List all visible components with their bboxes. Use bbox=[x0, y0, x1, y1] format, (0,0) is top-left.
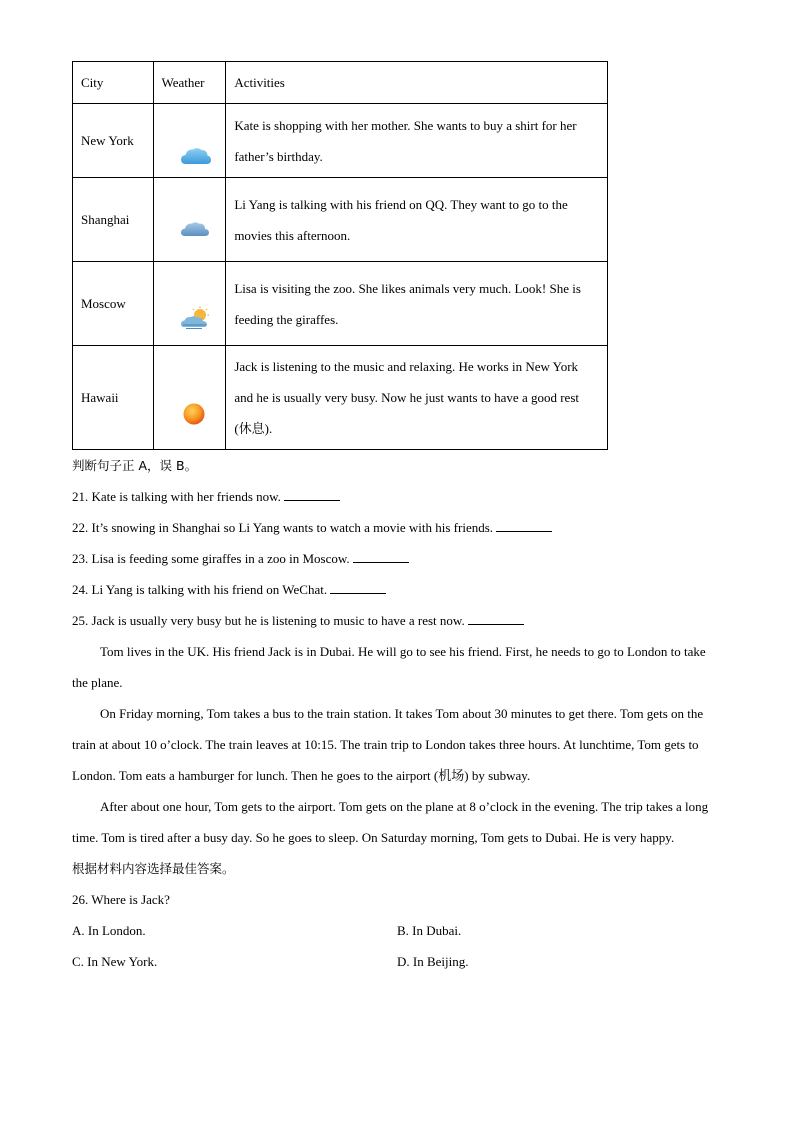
question-text: 22. It’s snowing in Shanghai so Li Yang wants to watch a movie with his friends. bbox=[72, 520, 494, 535]
answer-blank[interactable] bbox=[353, 550, 409, 563]
answer-blank[interactable] bbox=[468, 612, 524, 625]
option-c[interactable]: C. In New York. bbox=[72, 954, 158, 969]
options-row bbox=[72, 915, 724, 946]
activity-cell: Li Yang is talking with his friend on QQ. They want to go to the movies this afternoon. bbox=[226, 178, 608, 262]
question-25 bbox=[72, 605, 724, 636]
question-24 bbox=[72, 574, 724, 605]
table-row bbox=[73, 178, 608, 262]
weather-cell bbox=[153, 104, 226, 178]
table-row bbox=[73, 104, 608, 178]
city-cell: New York bbox=[73, 104, 154, 178]
passage-paragraph: On Friday morning, Tom takes a bus to the train station. It takes Tom about 30 minutes to get there. Tom gets on the train at about 10 o’clock. The train leaves at 10:15. The train trip to London takes three hours. At lunchtime, Tom gets to London. Tom eats a hamburger for lunch. Then he goes to the airport (机场) by subway. bbox=[72, 706, 704, 783]
question-text: 24. Li Yang is talking with his friend on WeChat. bbox=[72, 582, 328, 597]
section2-instruction: 根据材料内容选择最佳答案。 bbox=[72, 861, 235, 876]
city-cell: Moscow bbox=[73, 262, 154, 346]
weather-cell bbox=[153, 262, 226, 346]
passage-paragraph: After about one hour, Tom gets to the airport. Tom gets on the plane at 8 o’clock in the evening. The trip takes a long time. Tom is tired after a busy day. So he goes to sleep. On Saturday morning, Tom gets to Dubai. He is very happy. bbox=[72, 799, 709, 845]
question-22 bbox=[72, 512, 724, 543]
section1-instruction: 判断句子正 A，误 B。 bbox=[72, 458, 198, 473]
table-row bbox=[73, 262, 608, 346]
answer-blank[interactable] bbox=[330, 581, 386, 594]
header-city: City bbox=[73, 62, 154, 104]
question-text: 23. Lisa is feeding some giraffes in a zoo in Moscow. bbox=[72, 551, 350, 566]
city-cell: Hawaii bbox=[73, 346, 154, 450]
header-weather: Weather bbox=[153, 62, 226, 104]
option-a[interactable]: A. In London. bbox=[72, 923, 146, 938]
sun-behind-cloud-icon bbox=[180, 306, 212, 330]
question-23 bbox=[72, 543, 724, 574]
header-activities: Activities bbox=[226, 62, 608, 104]
cloudy-icon bbox=[180, 146, 212, 166]
city-cell: Shanghai bbox=[73, 178, 154, 262]
option-b[interactable]: B. In Dubai. bbox=[397, 923, 462, 938]
activity-cell: Lisa is visiting the zoo. She likes animals very much. Look! She is feeding the giraffes. bbox=[226, 262, 608, 346]
sun-icon bbox=[182, 402, 206, 426]
table-row bbox=[73, 346, 608, 450]
activity-cell: Kate is shopping with her mother. She wants to buy a shirt for her father’s birthday. bbox=[226, 104, 608, 178]
weather-cell bbox=[153, 346, 226, 450]
option-d[interactable]: D. In Beijing. bbox=[397, 954, 469, 969]
question-26: 26. Where is Jack? bbox=[72, 892, 170, 907]
question-text: 25. Jack is usually very busy but he is listening to music to have a rest now. bbox=[72, 613, 465, 628]
table-header-row bbox=[73, 62, 608, 104]
worksheet-page bbox=[72, 61, 724, 977]
weather-cell bbox=[153, 178, 226, 262]
options-row bbox=[72, 946, 724, 977]
answer-blank[interactable] bbox=[496, 519, 552, 532]
cloud-icon bbox=[180, 220, 210, 238]
passage-paragraph: Tom lives in the UK. His friend Jack is in Dubai. He will go to see his friend. First, he needs to go to London to take the plane. bbox=[72, 644, 706, 690]
question-21 bbox=[72, 481, 724, 512]
activity-cell: Jack is listening to the music and relaxing. He works in New York and he is usually very busy. Now he just wants to have a good rest (休息). bbox=[226, 346, 608, 450]
answer-blank[interactable] bbox=[284, 488, 340, 501]
weather-table bbox=[72, 61, 608, 450]
question-text: 21. Kate is talking with her friends now. bbox=[72, 489, 281, 504]
